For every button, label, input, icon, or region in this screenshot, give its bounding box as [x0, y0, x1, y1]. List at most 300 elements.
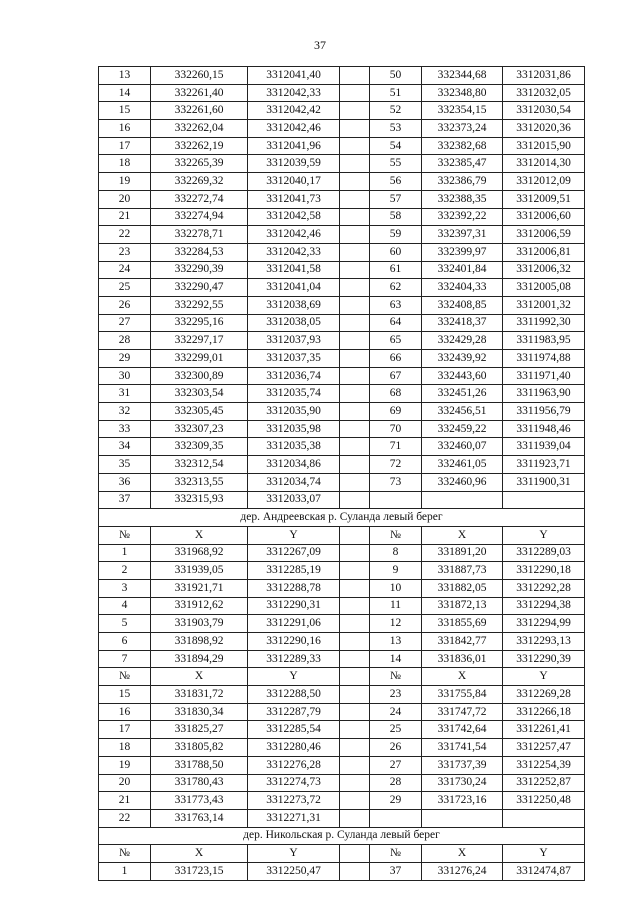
point-number-cell: 7	[99, 650, 151, 668]
table-row	[99, 67, 585, 85]
point-number-cell: 18	[99, 739, 151, 757]
point-number-cell: 30	[99, 367, 151, 385]
point-number-cell: 37	[99, 491, 151, 509]
y-cell: 3312269,28	[503, 686, 585, 704]
header-cell: №	[370, 668, 422, 686]
spacer-cell	[340, 314, 370, 332]
x-cell: 332278,71	[151, 226, 248, 244]
x-cell: 332460,96	[422, 473, 503, 491]
table-row	[99, 173, 585, 191]
point-number-cell: 29	[99, 350, 151, 368]
spacer-cell	[340, 279, 370, 297]
point-number-cell: 21	[99, 792, 151, 810]
point-number-cell: 29	[370, 792, 422, 810]
point-number-cell: 13	[99, 67, 151, 85]
x-cell: 332305,45	[151, 403, 248, 421]
x-cell: 331898,92	[151, 633, 248, 651]
y-cell: 3311948,46	[503, 420, 585, 438]
x-cell: 332261,60	[151, 102, 248, 120]
spacer-cell	[340, 438, 370, 456]
point-number-cell: 16	[99, 120, 151, 138]
point-number-cell: 67	[370, 367, 422, 385]
y-cell: 3311923,71	[503, 456, 585, 474]
x-cell	[422, 809, 503, 827]
y-cell: 3312274,73	[248, 774, 340, 792]
table-row	[99, 809, 585, 827]
spacer-cell	[340, 562, 370, 580]
y-cell: 3312014,30	[503, 155, 585, 173]
table-row	[99, 332, 585, 350]
point-number-cell: 58	[370, 208, 422, 226]
spacer-cell	[340, 862, 370, 880]
x-cell: 332388,35	[422, 190, 503, 208]
spacer-cell	[340, 173, 370, 191]
x-cell: 331939,05	[151, 562, 248, 580]
x-cell: 332456,51	[422, 403, 503, 421]
table-row	[99, 137, 585, 155]
y-cell: 3312042,33	[248, 243, 340, 261]
table-row	[99, 279, 585, 297]
x-cell: 331921,71	[151, 579, 248, 597]
x-cell: 332451,26	[422, 385, 503, 403]
point-number-cell: 15	[99, 686, 151, 704]
table-row	[99, 491, 585, 509]
y-cell: 3312041,58	[248, 261, 340, 279]
y-cell: 3311992,30	[503, 314, 585, 332]
x-cell: 332313,55	[151, 473, 248, 491]
point-number-cell: 31	[99, 385, 151, 403]
spacer-cell	[340, 102, 370, 120]
point-number-cell: 26	[99, 296, 151, 314]
table-row	[99, 190, 585, 208]
table-row	[99, 739, 585, 757]
y-cell: 3312042,46	[248, 120, 340, 138]
point-number-cell: 53	[370, 120, 422, 138]
y-cell: 3312035,90	[248, 403, 340, 421]
section-title: дер. Андреевская р. Суланда левый берег	[99, 509, 585, 527]
y-cell: 3312035,38	[248, 438, 340, 456]
point-number-cell: 24	[99, 261, 151, 279]
point-number-cell: 11	[370, 597, 422, 615]
point-number-cell: 25	[370, 721, 422, 739]
x-cell: 332300,89	[151, 367, 248, 385]
y-cell: 3312035,74	[248, 385, 340, 403]
point-number-cell: 14	[99, 84, 151, 102]
spacer-cell	[340, 739, 370, 757]
table-row	[99, 579, 585, 597]
x-cell: 331968,92	[151, 544, 248, 562]
x-cell: 332261,40	[151, 84, 248, 102]
y-cell: 3312006,59	[503, 226, 585, 244]
point-number-cell: 27	[370, 756, 422, 774]
y-cell: 3312041,40	[248, 67, 340, 85]
y-cell	[503, 491, 585, 509]
point-number-cell: 12	[370, 615, 422, 633]
x-cell: 331747,72	[422, 703, 503, 721]
table-row	[99, 385, 585, 403]
table-row	[99, 296, 585, 314]
spacer-cell	[340, 296, 370, 314]
x-cell: 332459,22	[422, 420, 503, 438]
x-cell: 332386,79	[422, 173, 503, 191]
header-cell: №	[370, 526, 422, 544]
column-header-row	[99, 526, 585, 544]
spacer-cell	[340, 615, 370, 633]
header-cell: №	[370, 845, 422, 863]
x-cell: 331805,82	[151, 739, 248, 757]
point-number-cell: 68	[370, 385, 422, 403]
spacer-cell	[340, 208, 370, 226]
x-cell: 332382,68	[422, 137, 503, 155]
point-number-cell: 72	[370, 456, 422, 474]
header-cell: X	[422, 668, 503, 686]
x-cell: 332295,16	[151, 314, 248, 332]
y-cell: 3312030,54	[503, 102, 585, 120]
section-title-row	[99, 827, 585, 845]
table-row	[99, 597, 585, 615]
header-cell: Y	[503, 668, 585, 686]
x-cell: 332461,05	[422, 456, 503, 474]
spacer-cell	[340, 261, 370, 279]
header-cell: Y	[248, 845, 340, 863]
table-row	[99, 792, 585, 810]
y-cell: 3312285,19	[248, 562, 340, 580]
y-cell: 3312290,31	[248, 597, 340, 615]
spacer-cell	[340, 721, 370, 739]
point-number-cell: 10	[370, 579, 422, 597]
y-cell: 3312036,74	[248, 367, 340, 385]
y-cell: 3312006,60	[503, 208, 585, 226]
point-number-cell: 27	[99, 314, 151, 332]
x-cell: 331887,73	[422, 562, 503, 580]
point-number-cell: 5	[99, 615, 151, 633]
header-cell: X	[151, 668, 248, 686]
y-cell: 3312038,69	[248, 296, 340, 314]
y-cell: 3311963,90	[503, 385, 585, 403]
header-cell: №	[99, 845, 151, 863]
spacer-cell	[340, 190, 370, 208]
point-number-cell: 32	[99, 403, 151, 421]
x-cell: 332290,39	[151, 261, 248, 279]
x-cell: 332399,97	[422, 243, 503, 261]
point-number-cell: 59	[370, 226, 422, 244]
x-cell: 332307,23	[151, 420, 248, 438]
point-number-cell: 62	[370, 279, 422, 297]
x-cell: 332262,04	[151, 120, 248, 138]
point-number-cell: 28	[370, 774, 422, 792]
spacer-cell	[340, 792, 370, 810]
y-cell: 3311939,04	[503, 438, 585, 456]
point-number-cell: 22	[99, 809, 151, 827]
y-cell: 3312042,58	[248, 208, 340, 226]
x-cell: 331872,13	[422, 597, 503, 615]
table-row	[99, 314, 585, 332]
column-header-row	[99, 668, 585, 686]
y-cell: 3312039,59	[248, 155, 340, 173]
point-number-cell: 19	[99, 756, 151, 774]
point-number-cell: 28	[99, 332, 151, 350]
point-number-cell: 57	[370, 190, 422, 208]
point-number-cell: 13	[370, 633, 422, 651]
point-number-cell: 4	[99, 597, 151, 615]
header-cell: Y	[248, 668, 340, 686]
y-cell: 3312034,74	[248, 473, 340, 491]
table-row	[99, 650, 585, 668]
point-number-cell: 2	[99, 562, 151, 580]
table-row	[99, 226, 585, 244]
point-number-cell: 25	[99, 279, 151, 297]
y-cell: 3312006,32	[503, 261, 585, 279]
y-cell: 3311900,31	[503, 473, 585, 491]
x-cell	[422, 491, 503, 509]
point-number-cell: 21	[99, 208, 151, 226]
point-number-cell: 14	[370, 650, 422, 668]
y-cell: 3312266,18	[503, 703, 585, 721]
y-cell: 3312042,46	[248, 226, 340, 244]
x-cell: 332392,22	[422, 208, 503, 226]
point-number-cell: 52	[370, 102, 422, 120]
y-cell: 3312276,28	[248, 756, 340, 774]
point-number-cell: 17	[99, 137, 151, 155]
point-number-cell: 36	[99, 473, 151, 491]
spacer-cell	[340, 367, 370, 385]
y-cell: 3311983,95	[503, 332, 585, 350]
point-number-cell: 66	[370, 350, 422, 368]
point-number-cell: 54	[370, 137, 422, 155]
table-row	[99, 703, 585, 721]
y-cell: 3312273,72	[248, 792, 340, 810]
spacer-cell	[340, 226, 370, 244]
y-cell: 3312041,04	[248, 279, 340, 297]
header-cell: X	[422, 845, 503, 863]
point-number-cell: 8	[370, 544, 422, 562]
section-title: дер. Никольская р. Суланда левый берег	[99, 827, 585, 845]
point-number-cell: 18	[99, 155, 151, 173]
x-cell: 331730,24	[422, 774, 503, 792]
y-cell	[503, 809, 585, 827]
point-number-cell: 63	[370, 296, 422, 314]
coordinate-table	[98, 66, 585, 881]
y-cell: 3312289,03	[503, 544, 585, 562]
spacer-cell	[340, 668, 370, 686]
x-cell: 331842,77	[422, 633, 503, 651]
spacer-cell	[340, 403, 370, 421]
x-cell: 332439,92	[422, 350, 503, 368]
x-cell: 332284,53	[151, 243, 248, 261]
x-cell: 331742,64	[422, 721, 503, 739]
y-cell: 3312031,86	[503, 67, 585, 85]
table-row	[99, 438, 585, 456]
x-cell: 332460,07	[422, 438, 503, 456]
y-cell: 3312006,81	[503, 243, 585, 261]
point-number-cell: 61	[370, 261, 422, 279]
column-header-row	[99, 845, 585, 863]
spacer-cell	[340, 84, 370, 102]
y-cell: 3312254,39	[503, 756, 585, 774]
spacer-cell	[340, 420, 370, 438]
point-number-cell: 37	[370, 862, 422, 880]
x-cell: 331276,24	[422, 862, 503, 880]
x-cell: 331755,84	[422, 686, 503, 704]
point-number-cell: 22	[99, 226, 151, 244]
point-number-cell: 56	[370, 173, 422, 191]
x-cell: 332373,24	[422, 120, 503, 138]
section-title-row	[99, 509, 585, 527]
x-cell: 332274,94	[151, 208, 248, 226]
point-number-cell: 3	[99, 579, 151, 597]
y-cell: 3312037,35	[248, 350, 340, 368]
point-number-cell: 60	[370, 243, 422, 261]
x-cell: 332429,28	[422, 332, 503, 350]
x-cell: 331723,16	[422, 792, 503, 810]
y-cell: 3312290,39	[503, 650, 585, 668]
header-cell: №	[99, 668, 151, 686]
table-row	[99, 350, 585, 368]
spacer-cell	[340, 456, 370, 474]
y-cell: 3312033,07	[248, 491, 340, 509]
table-row	[99, 243, 585, 261]
header-cell: X	[151, 526, 248, 544]
x-cell: 331912,62	[151, 597, 248, 615]
header-cell: Y	[503, 526, 585, 544]
point-number-cell: 20	[99, 774, 151, 792]
x-cell: 331882,05	[422, 579, 503, 597]
x-cell: 332290,47	[151, 279, 248, 297]
spacer-cell	[340, 774, 370, 792]
spacer-cell	[340, 385, 370, 403]
point-number-cell: 71	[370, 438, 422, 456]
x-cell: 331836,01	[422, 650, 503, 668]
point-number-cell: 65	[370, 332, 422, 350]
table-row	[99, 756, 585, 774]
x-cell: 332385,47	[422, 155, 503, 173]
point-number-cell: 24	[370, 703, 422, 721]
y-cell: 3312012,09	[503, 173, 585, 191]
table-row	[99, 261, 585, 279]
y-cell: 3312267,09	[248, 544, 340, 562]
y-cell: 3312285,54	[248, 721, 340, 739]
y-cell: 3312040,17	[248, 173, 340, 191]
point-number-cell: 9	[370, 562, 422, 580]
y-cell: 3312041,96	[248, 137, 340, 155]
table-row	[99, 473, 585, 491]
x-cell: 332299,01	[151, 350, 248, 368]
y-cell: 3312280,46	[248, 739, 340, 757]
header-cell: Y	[503, 845, 585, 863]
table-row	[99, 84, 585, 102]
x-cell: 331831,72	[151, 686, 248, 704]
y-cell: 3312289,33	[248, 650, 340, 668]
x-cell: 332404,33	[422, 279, 503, 297]
x-cell: 332260,15	[151, 67, 248, 85]
x-cell: 331780,43	[151, 774, 248, 792]
point-number-cell: 26	[370, 739, 422, 757]
y-cell: 3312035,98	[248, 420, 340, 438]
y-cell: 3312015,90	[503, 137, 585, 155]
spacer-cell	[340, 845, 370, 863]
table-row	[99, 102, 585, 120]
point-number-cell: 73	[370, 473, 422, 491]
y-cell: 3312294,38	[503, 597, 585, 615]
point-number-cell: 17	[99, 721, 151, 739]
point-number-cell: 55	[370, 155, 422, 173]
x-cell: 331741,54	[422, 739, 503, 757]
point-number-cell	[370, 809, 422, 827]
point-number-cell: 23	[99, 243, 151, 261]
point-number-cell: 20	[99, 190, 151, 208]
y-cell: 3312287,79	[248, 703, 340, 721]
y-cell: 3312288,50	[248, 686, 340, 704]
point-number-cell: 70	[370, 420, 422, 438]
spacer-cell	[340, 579, 370, 597]
x-cell: 332418,37	[422, 314, 503, 332]
y-cell: 3312038,05	[248, 314, 340, 332]
point-number-cell: 69	[370, 403, 422, 421]
page-number: 37	[314, 38, 326, 52]
x-cell: 331773,43	[151, 792, 248, 810]
x-cell: 331737,39	[422, 756, 503, 774]
table-row	[99, 615, 585, 633]
y-cell: 3312041,73	[248, 190, 340, 208]
point-number-cell: 6	[99, 633, 151, 651]
point-number-cell: 35	[99, 456, 151, 474]
y-cell: 3312290,16	[248, 633, 340, 651]
x-cell: 331830,34	[151, 703, 248, 721]
y-cell: 3312009,51	[503, 190, 585, 208]
y-cell: 3312042,33	[248, 84, 340, 102]
spacer-cell	[340, 120, 370, 138]
spacer-cell	[340, 703, 370, 721]
y-cell: 3311956,79	[503, 403, 585, 421]
x-cell: 331763,14	[151, 809, 248, 827]
spacer-cell	[340, 756, 370, 774]
table-row	[99, 420, 585, 438]
table-row	[99, 774, 585, 792]
y-cell: 3312271,31	[248, 809, 340, 827]
y-cell: 3312252,87	[503, 774, 585, 792]
point-number-cell: 33	[99, 420, 151, 438]
y-cell: 3312257,47	[503, 739, 585, 757]
spacer-cell	[340, 809, 370, 827]
x-cell: 332397,31	[422, 226, 503, 244]
x-cell: 332312,54	[151, 456, 248, 474]
point-number-cell: 1	[99, 862, 151, 880]
spacer-cell	[340, 67, 370, 85]
spacer-cell	[340, 350, 370, 368]
point-number-cell: 64	[370, 314, 422, 332]
x-cell: 332303,54	[151, 385, 248, 403]
header-cell: X	[422, 526, 503, 544]
x-cell: 331894,29	[151, 650, 248, 668]
y-cell: 3312001,32	[503, 296, 585, 314]
x-cell: 332265,39	[151, 155, 248, 173]
header-cell: Y	[248, 526, 340, 544]
x-cell: 332443,60	[422, 367, 503, 385]
table-row	[99, 208, 585, 226]
spacer-cell	[340, 633, 370, 651]
spacer-cell	[340, 491, 370, 509]
y-cell: 3312042,42	[248, 102, 340, 120]
header-cell: №	[99, 526, 151, 544]
point-number-cell: 34	[99, 438, 151, 456]
y-cell: 3312250,48	[503, 792, 585, 810]
x-cell: 331903,79	[151, 615, 248, 633]
y-cell: 3312292,28	[503, 579, 585, 597]
x-cell: 332269,32	[151, 173, 248, 191]
point-number-cell: 19	[99, 173, 151, 191]
y-cell: 3312037,93	[248, 332, 340, 350]
x-cell: 332408,85	[422, 296, 503, 314]
